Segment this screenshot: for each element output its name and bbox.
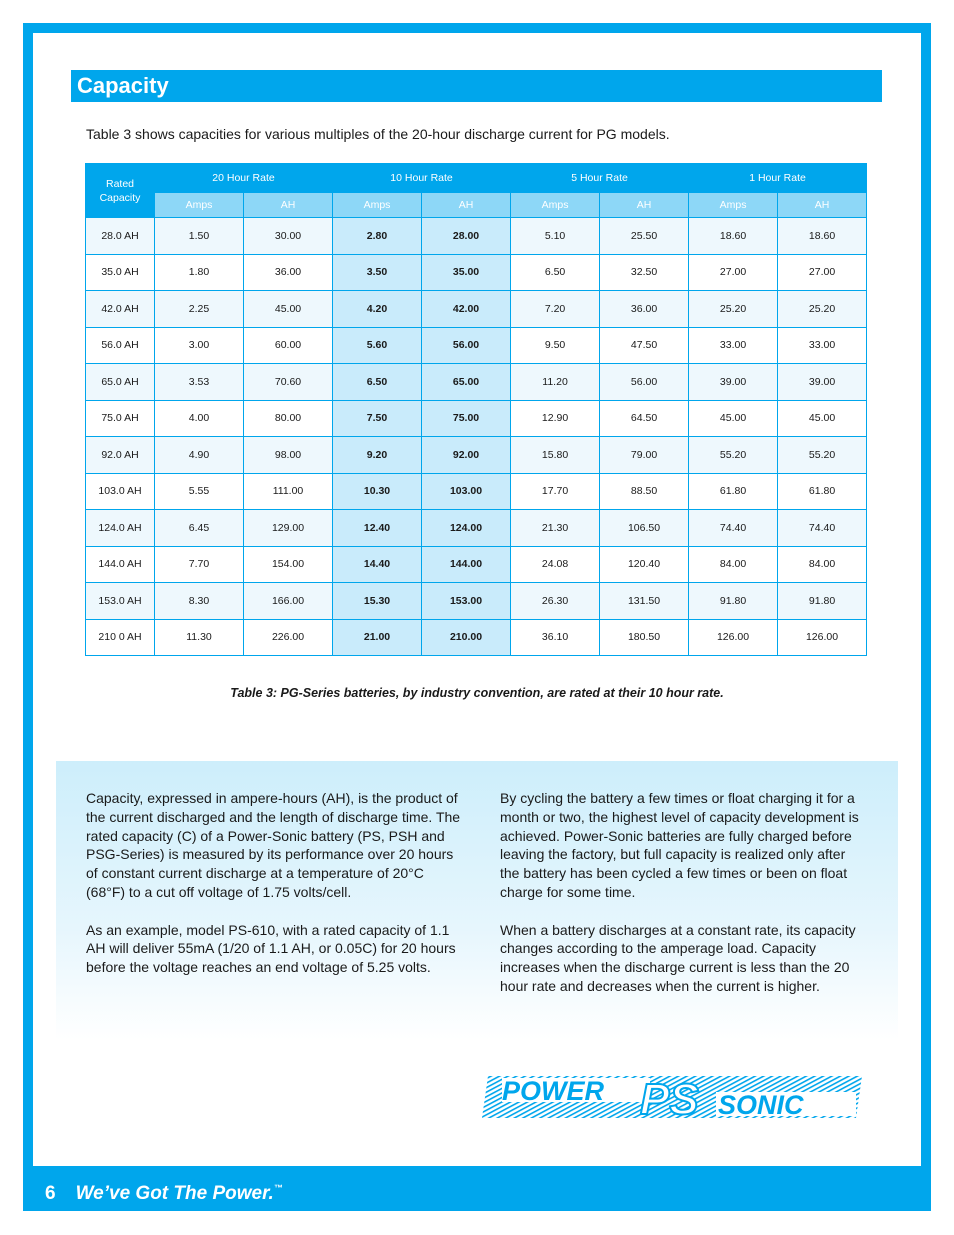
table-cell: 15.80	[511, 437, 600, 474]
table-cell: 6.50	[511, 254, 600, 291]
table-body	[86, 218, 867, 656]
table-cell: 74.40	[689, 510, 778, 547]
table-cell: 26.30	[511, 583, 600, 620]
table-cell: 39.00	[778, 364, 867, 401]
table-cell: 65.00	[422, 364, 511, 401]
table-cell: 226.00	[244, 619, 333, 656]
table-cell: 5.55	[155, 473, 244, 510]
table-cell: 144.00	[422, 546, 511, 583]
table-cell: 11.30	[155, 619, 244, 656]
table-row	[86, 583, 867, 620]
table-cell: 18.60	[689, 218, 778, 255]
table-cell: 126.00	[689, 619, 778, 656]
table-cell: 21.30	[511, 510, 600, 547]
text-column-right	[500, 789, 865, 1015]
table-cell: 74.40	[778, 510, 867, 547]
table-row	[86, 546, 867, 583]
table-cell: 98.00	[244, 437, 333, 474]
logo-ps-mark: PS	[640, 1075, 699, 1122]
table-cell: 10.30	[333, 473, 422, 510]
table-cell: 8.30	[155, 583, 244, 620]
rated-capacity-cell: 65.0 AH	[86, 364, 155, 401]
intro-text: Table 3 shows capacities for various multiples of the 20-hour discharge current for PG models.	[86, 126, 670, 142]
paragraph: When a battery discharges at a constant rate, its capacity changes according to the amperage load. Capacity increases when the discharge current is less than the 20 hour rate and decreases when the current is higher.	[500, 921, 856, 994]
table-row	[86, 400, 867, 437]
footer-slogan: We’ve Got The Power.	[75, 1183, 274, 1204]
table-cell: 6.45	[155, 510, 244, 547]
trademark-symbol: ™	[273, 1183, 283, 1193]
rated-capacity-cell: 153.0 AH	[86, 583, 155, 620]
table-cell: 4.90	[155, 437, 244, 474]
table-cell: 4.20	[333, 291, 422, 328]
table-cell: 79.00	[600, 437, 689, 474]
header-group-5h: 5 Hour Rate	[511, 164, 689, 193]
table-cell: 64.50	[600, 400, 689, 437]
table-row	[86, 473, 867, 510]
table-cell: 124.00	[422, 510, 511, 547]
rated-capacity-cell: 35.0 AH	[86, 254, 155, 291]
paragraph: By cycling the battery a few times or float charging it for a month or two, the highest level of capacity development is achieved. Power-Sonic batteries are fully charged before leaving the factory, but full capacity is realized only after the battery has been cycled a few times or been on float charge for some time.	[500, 790, 859, 900]
table-cell: 47.50	[600, 327, 689, 364]
text-column-left	[86, 789, 466, 996]
header-group-10h: 10 Hour Rate	[333, 164, 511, 193]
table-cell: 1.80	[155, 254, 244, 291]
table-cell: 36.00	[600, 291, 689, 328]
header-group-1h: 1 Hour Rate	[689, 164, 867, 193]
table-row	[86, 218, 867, 255]
table-cell: 210.00	[422, 619, 511, 656]
table-cell: 24.08	[511, 546, 600, 583]
table-cell: 25.20	[778, 291, 867, 328]
rated-capacity-cell: 56.0 AH	[86, 327, 155, 364]
table-cell: 88.50	[600, 473, 689, 510]
table-cell: 33.00	[778, 327, 867, 364]
table-cell: 2.80	[333, 218, 422, 255]
header-group-20h: 20 Hour Rate	[155, 164, 333, 193]
subheader-ah: AH	[244, 193, 333, 218]
table-cell: 106.50	[600, 510, 689, 547]
table-cell: 21.00	[333, 619, 422, 656]
table-row	[86, 437, 867, 474]
table-cell: 180.50	[600, 619, 689, 656]
section-header-bar	[71, 70, 882, 102]
table-cell: 5.10	[511, 218, 600, 255]
table-cell: 5.60	[333, 327, 422, 364]
table-cell: 1.50	[155, 218, 244, 255]
table-cell: 61.80	[778, 473, 867, 510]
rated-capacity-cell: 103.0 AH	[86, 473, 155, 510]
table-cell: 91.80	[778, 583, 867, 620]
table-cell: 12.40	[333, 510, 422, 547]
table-cell: 70.60	[244, 364, 333, 401]
table-cell: 3.00	[155, 327, 244, 364]
table-cell: 25.20	[689, 291, 778, 328]
table-cell: 27.00	[689, 254, 778, 291]
header-rated-line2: Capacity	[99, 191, 141, 204]
table-cell: 25.50	[600, 218, 689, 255]
subheader-ah: AH	[778, 193, 867, 218]
table-cell: 18.60	[778, 218, 867, 255]
table-cell: 126.00	[778, 619, 867, 656]
table-cell: 56.00	[600, 364, 689, 401]
table-cell: 27.00	[778, 254, 867, 291]
table-cell: 11.20	[511, 364, 600, 401]
table-row	[86, 254, 867, 291]
rated-capacity-cell: 28.0 AH	[86, 218, 155, 255]
rated-capacity-cell: 210 0 AH	[86, 619, 155, 656]
table-cell: 84.00	[689, 546, 778, 583]
table-cell: 45.00	[778, 400, 867, 437]
table-cell: 33.00	[689, 327, 778, 364]
table-cell: 3.53	[155, 364, 244, 401]
page-footer	[45, 1176, 283, 1206]
subheader-amps: Amps	[155, 193, 244, 218]
rated-capacity-cell: 75.0 AH	[86, 400, 155, 437]
table-cell: 166.00	[244, 583, 333, 620]
table-cell: 131.50	[600, 583, 689, 620]
subheader-amps: Amps	[511, 193, 600, 218]
table-cell: 4.00	[155, 400, 244, 437]
table-cell: 153.00	[422, 583, 511, 620]
subheader-amps: Amps	[333, 193, 422, 218]
table-cell: 61.80	[689, 473, 778, 510]
table-cell: 154.00	[244, 546, 333, 583]
table-cell: 60.00	[244, 327, 333, 364]
logo-word-power: POWER	[502, 1076, 605, 1106]
table-cell: 36.10	[511, 619, 600, 656]
power-sonic-logo	[480, 1072, 864, 1122]
subheader-ah: AH	[422, 193, 511, 218]
table-cell: 91.80	[689, 583, 778, 620]
table-row	[86, 327, 867, 364]
rated-capacity-cell: 92.0 AH	[86, 437, 155, 474]
paragraph: As an example, model PS-610, with a rated capacity of 1.1 AH will deliver 55mA (1/20 of 1.1 AH, or 0.05C) for 20 hours before the voltage reaches an end voltage of 5.25 volts.	[86, 921, 456, 976]
table-cell: 3.50	[333, 254, 422, 291]
table-cell: 111.00	[244, 473, 333, 510]
paragraph: Capacity, expressed in ampere-hours (AH), is the product of the current discharged and the length of discharge time. The rated capacity (C) of a Power-Sonic battery (PS, PSH and PSG-Series) is measured by its performance over 20 hours of constant current discharge at a temperature of 20°C (68°F) to a cut off voltage of 1.75 volts/cell.	[86, 790, 461, 900]
table-cell: 36.00	[244, 254, 333, 291]
table-cell: 45.00	[689, 400, 778, 437]
table-cell: 30.00	[244, 218, 333, 255]
table-cell: 12.90	[511, 400, 600, 437]
table-row	[86, 510, 867, 547]
table-cell: 7.50	[333, 400, 422, 437]
table-cell: 14.40	[333, 546, 422, 583]
table-cell: 6.50	[333, 364, 422, 401]
table-row	[86, 291, 867, 328]
subheader-ah: AH	[600, 193, 689, 218]
table-cell: 9.50	[511, 327, 600, 364]
table-cell: 28.00	[422, 218, 511, 255]
table-cell: 56.00	[422, 327, 511, 364]
capacity-table	[85, 163, 867, 656]
table-cell: 75.00	[422, 400, 511, 437]
header-rated-capacity	[86, 164, 155, 218]
rated-capacity-cell: 124.0 AH	[86, 510, 155, 547]
table-row	[86, 364, 867, 401]
rated-capacity-cell: 42.0 AH	[86, 291, 155, 328]
table-cell: 35.00	[422, 254, 511, 291]
table-cell: 55.20	[778, 437, 867, 474]
section-title: Capacity	[77, 73, 169, 98]
table-cell: 2.25	[155, 291, 244, 328]
table-cell: 39.00	[689, 364, 778, 401]
table-cell: 7.70	[155, 546, 244, 583]
table-caption: Table 3: PG-Series batteries, by industry convention, are rated at their 10 hour rate.	[230, 686, 724, 700]
table-cell: 45.00	[244, 291, 333, 328]
header-rated-line1: Rated	[105, 177, 135, 190]
page-number: 6	[45, 1183, 56, 1204]
table-cell: 42.00	[422, 291, 511, 328]
table-cell: 15.30	[333, 583, 422, 620]
table-cell: 84.00	[778, 546, 867, 583]
table-cell: 92.00	[422, 437, 511, 474]
table-cell: 17.70	[511, 473, 600, 510]
table-cell: 7.20	[511, 291, 600, 328]
table-cell: 32.50	[600, 254, 689, 291]
table-cell: 80.00	[244, 400, 333, 437]
rated-capacity-cell: 144.0 AH	[86, 546, 155, 583]
table-row	[86, 619, 867, 656]
table-cell: 129.00	[244, 510, 333, 547]
table-cell: 103.00	[422, 473, 511, 510]
logo-word-sonic: SONIC	[718, 1090, 804, 1120]
subheader-amps: Amps	[689, 193, 778, 218]
table-cell: 55.20	[689, 437, 778, 474]
table-cell: 120.40	[600, 546, 689, 583]
table-cell: 9.20	[333, 437, 422, 474]
